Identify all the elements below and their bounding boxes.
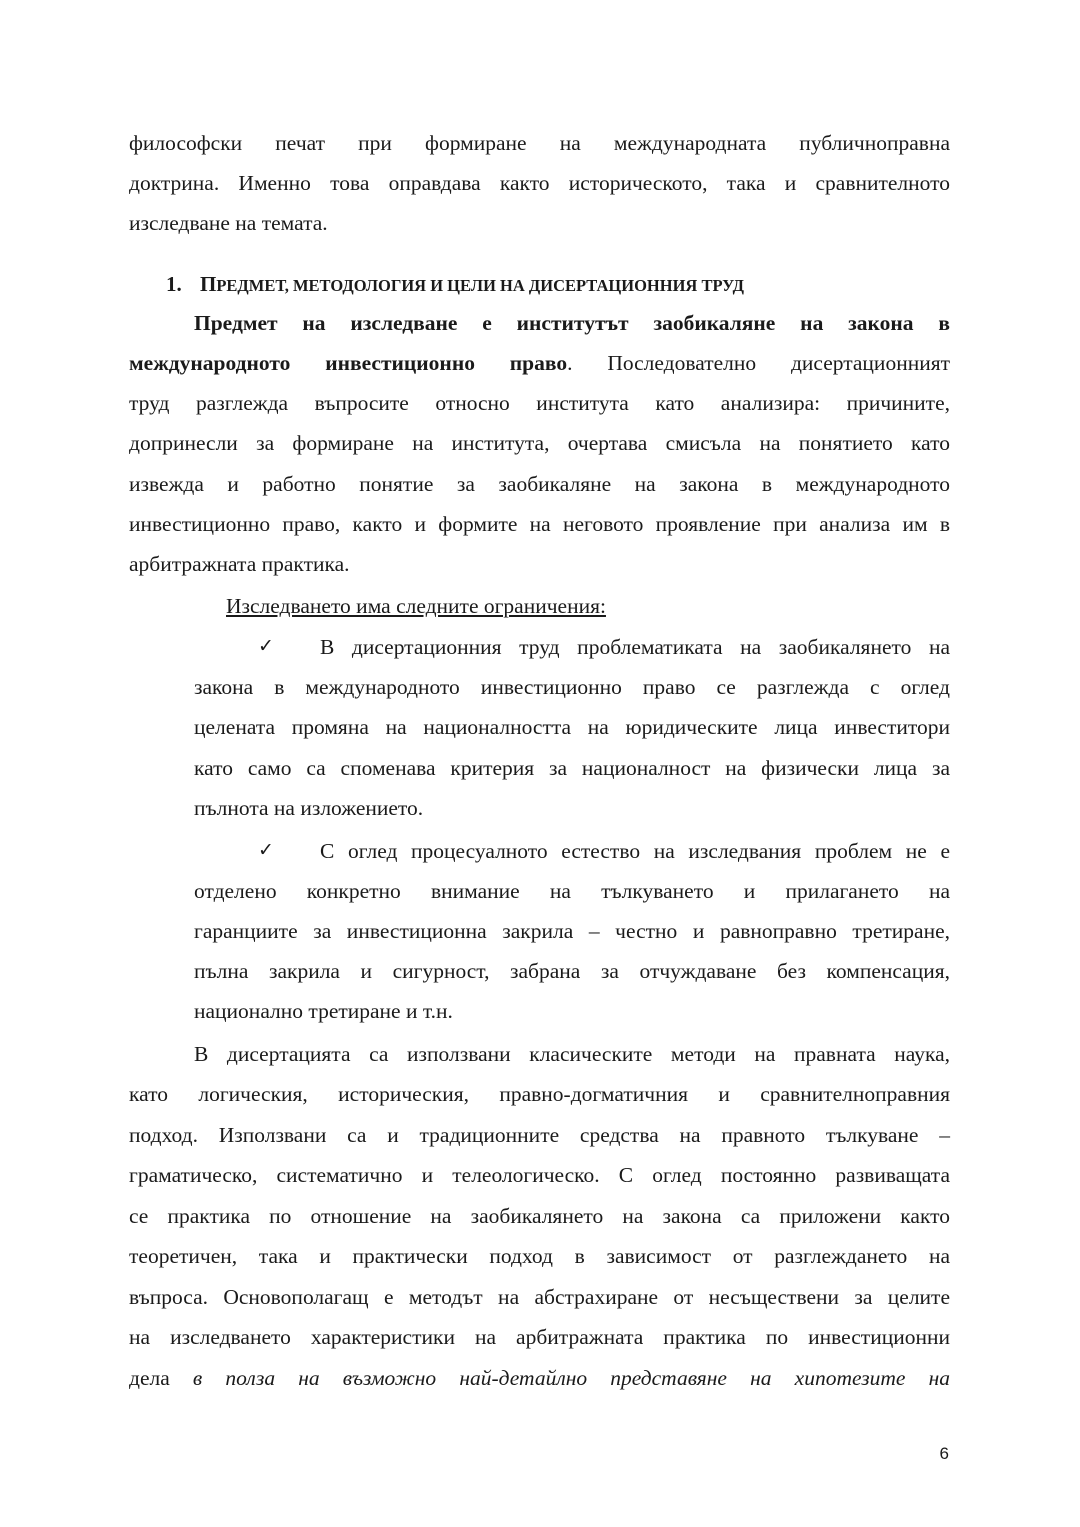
list-item-line: отделено конкретно внимание на тълкуването и прилагането на bbox=[194, 879, 950, 903]
section-number: 1. bbox=[166, 272, 182, 296]
list-item-line: гаранциите за инвестиционна закрила – честно и равноправно третиране, bbox=[194, 919, 950, 943]
list-item-line: пълна закрила и сигурност, забрана за отчуждаване без компенсация, bbox=[194, 959, 950, 983]
checkmark-icon: ✓ bbox=[258, 839, 274, 861]
paragraph-line: доктрина. Именно това оправдава както историческото, така и сравнителното bbox=[129, 171, 950, 195]
methods-first-line: В дисертацията са използвани класическите методи на правната наука, bbox=[194, 1042, 950, 1066]
list-item-line: пълнота на изложението. bbox=[194, 796, 424, 820]
section-title-initial: П bbox=[200, 272, 217, 296]
paragraph-line: труд разглежда въпросите относно института като анализира: причините, bbox=[129, 391, 950, 415]
checkmark-icon: ✓ bbox=[258, 635, 274, 657]
paragraph-line: въпроса. Основополагащ е методът на абстрахиране от несъществени за целите bbox=[129, 1285, 950, 1309]
subject-line-mixed bbox=[129, 349, 950, 377]
paragraph-line: извежда и работно понятие за заобикаляне на закона в международното bbox=[129, 472, 950, 496]
list-item-first-line: С оглед процесуалното естество на изследвания проблем не е bbox=[320, 839, 950, 863]
list-item-line: като само са споменава критерия за националност на физически лица за bbox=[194, 756, 950, 780]
paragraph-line: като логическия, историческия, правно-догматичния и сравнителноправния bbox=[129, 1082, 950, 1106]
list-item-first-line: В дисертационния труд проблематиката на заобикалянето на bbox=[320, 635, 950, 659]
limitations-title: Изследването има следните ограничения: bbox=[226, 594, 606, 618]
list-item-line: национално третиране и т.н. bbox=[194, 999, 453, 1023]
paragraph-line: философски печат при формиране на международната публичноправна bbox=[129, 131, 950, 155]
list-item-line: целената промяна на националността на юридическите лица инвеститори bbox=[194, 715, 950, 739]
paragraph-line: изследване на темата. bbox=[129, 211, 328, 235]
list-item-line: закона в международното инвестиционно право се разглежда с оглед bbox=[194, 675, 950, 699]
paragraph-line: се практика по отношение на заобикалянето на закона са приложени както bbox=[129, 1204, 950, 1228]
section-heading bbox=[166, 270, 744, 300]
paragraph-line: подход. Използвани са и традиционните средства на правното тълкуване – bbox=[129, 1123, 950, 1147]
subject-line-bold: Предмет на изследване е институтът заобикаляне на закона в bbox=[194, 311, 950, 335]
methods-last-plain: дела bbox=[129, 1366, 193, 1390]
paragraph-line: граматическо, систематично и телеологическо. С оглед постоянно развиващата bbox=[129, 1163, 950, 1187]
methods-last-italic: в полза на възможно най-детайлно представяне на хипотезите на bbox=[192, 1366, 950, 1390]
paragraph-line: теоретичен, така и практически подход в зависимост от разглеждането на bbox=[129, 1244, 950, 1268]
subject-emphasis: международното инвестиционно право bbox=[129, 351, 568, 375]
subject-continuation: . Последователно дисертационният bbox=[567, 351, 950, 375]
page-number: 6 bbox=[939, 1444, 949, 1463]
section-title: РЕДМЕТ, МЕТОДОЛОГИЯ И ЦЕЛИ НА ДИСЕРТАЦИОННИЯ ТРУД bbox=[216, 276, 744, 295]
paragraph-line: на изследването характеристики на арбитражната практика по инвестиционни bbox=[129, 1325, 950, 1349]
paragraph-line: допринесли за формиране на института, очертава смисъла на понятието като bbox=[129, 431, 950, 455]
paragraph-line-mixed bbox=[129, 1364, 950, 1392]
paragraph-line: арбитражната практика. bbox=[129, 552, 350, 576]
paragraph-line: инвестиционно право, както и формите на неговото проявление при анализа им в bbox=[129, 512, 950, 536]
